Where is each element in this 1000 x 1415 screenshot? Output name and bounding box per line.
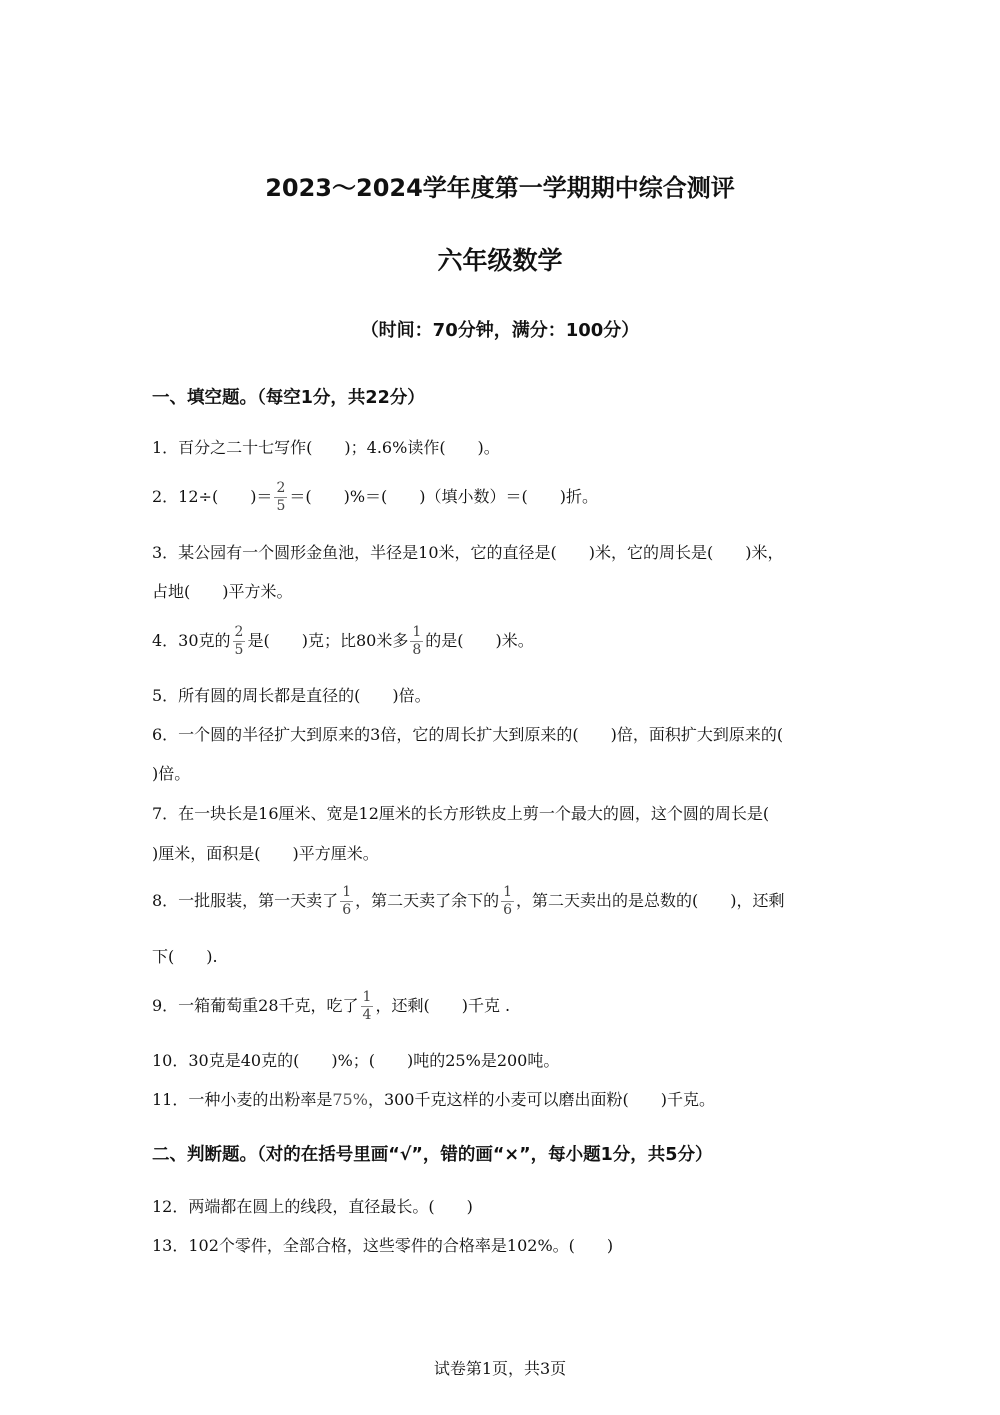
q4-text-c: 的是( )米。 (425, 631, 534, 650)
question-11 (152, 1089, 715, 1111)
question-8-line2: 下( ). (152, 947, 218, 966)
q4-fraction-2-numerator: 1 (412, 624, 422, 640)
q8-text-c: ，第二天卖出的是总数的( )，还剩 (516, 891, 785, 910)
q4-fraction-2 (410, 624, 423, 659)
q2-text-b: ＝( )%＝( )（填小数）＝( )折。 (289, 487, 599, 506)
q11-text-b: ，300千克这样的小麦可以磨出面粉( )千克。 (367, 1090, 715, 1109)
question-3-line1: 3．某公园有一个圆形金鱼池，半径是10米，它的直径是( )米，它的周长是( )米， (152, 543, 784, 562)
exam-subtitle: 六年级数学 (437, 246, 563, 275)
question-6-line2: )倍。 (152, 764, 191, 783)
question-8 (152, 884, 785, 919)
q9-text-b: ，还剩( )千克 . (375, 996, 511, 1015)
page-footer: 试卷第1页，共3页 (433, 1359, 567, 1378)
q8-text-b: ，第二天卖了余下的 (355, 891, 500, 910)
q4-fraction-1-denominator: 5 (234, 642, 244, 658)
q9-fraction (361, 989, 374, 1024)
question-7-line1: 7．在一块长是16厘米、宽是12厘米的长方形铁皮上剪一个最大的圆，这个圆的周长是( (152, 804, 770, 823)
q2-text-a: 2．12÷( )＝ (152, 487, 273, 506)
question-4 (152, 624, 534, 659)
q8-fraction-1-numerator: 1 (342, 884, 352, 900)
q4-text-a: 4．30克的 (152, 631, 231, 650)
exam-title: 2023～2024学年度第一学期期中综合测评 (265, 174, 735, 202)
q8-fraction-1-denominator: 6 (342, 902, 352, 918)
q9-text-a: 9．一箱葡萄重28千克，吃了 (152, 996, 359, 1015)
q11-text-a: 11．一种小麦的出粉率是 (152, 1090, 333, 1109)
q11-percent: 75% (332, 1090, 368, 1109)
question-12: 12．两端都在圆上的线段，直径最长。( ) (152, 1197, 473, 1216)
question-7-line2: )厘米，面积是( )平方厘米。 (152, 844, 379, 863)
question-5: 5．所有圆的周长都是直径的( )倍。 (152, 686, 431, 705)
question-6-line1: 6．一个圆的半径扩大到原来的3倍，它的周长扩大到原来的( )倍，面积扩大到原来的( (152, 725, 784, 744)
q8-fraction-2 (501, 884, 514, 919)
section1-heading: 一、填空题。（每空1分，共22分） (152, 388, 425, 408)
q2-fraction-numerator: 2 (276, 480, 286, 496)
section2-heading: 二、判断题。（对的在括号里画“√”，错的画“×”，每小题1分，共5分） (152, 1145, 713, 1165)
q4-text-b: 是( )克；比80米多 (247, 631, 409, 650)
q8-fraction-1 (340, 884, 353, 919)
q4-fraction-2-denominator: 8 (412, 642, 422, 658)
q8-fraction-2-numerator: 1 (503, 884, 513, 900)
q4-fraction-1-numerator: 2 (234, 624, 244, 640)
q9-fraction-numerator: 1 (362, 989, 372, 1005)
exam-info: （时间：70分钟，满分：100分） (360, 320, 640, 341)
question-10: 10．30克是40克的( )%；( )吨的25%是200吨。 (152, 1051, 560, 1070)
q4-fraction-1 (233, 624, 246, 659)
question-9 (152, 989, 510, 1024)
question-1: 1．百分之二十七写作( )；4.6%读作( )。 (152, 438, 500, 457)
q9-fraction-denominator: 4 (362, 1007, 372, 1023)
q2-fraction-denominator: 5 (276, 498, 286, 514)
question-3-line2: 占地( )平方米。 (152, 582, 293, 601)
question-2 (152, 480, 598, 515)
q2-fraction (274, 480, 287, 515)
q8-fraction-2-denominator: 6 (503, 902, 513, 918)
question-13: 13．102个零件，全部合格，这些零件的合格率是102%。( ) (152, 1236, 614, 1255)
q8-text-a: 8．一批服装，第一天卖了 (152, 891, 339, 910)
